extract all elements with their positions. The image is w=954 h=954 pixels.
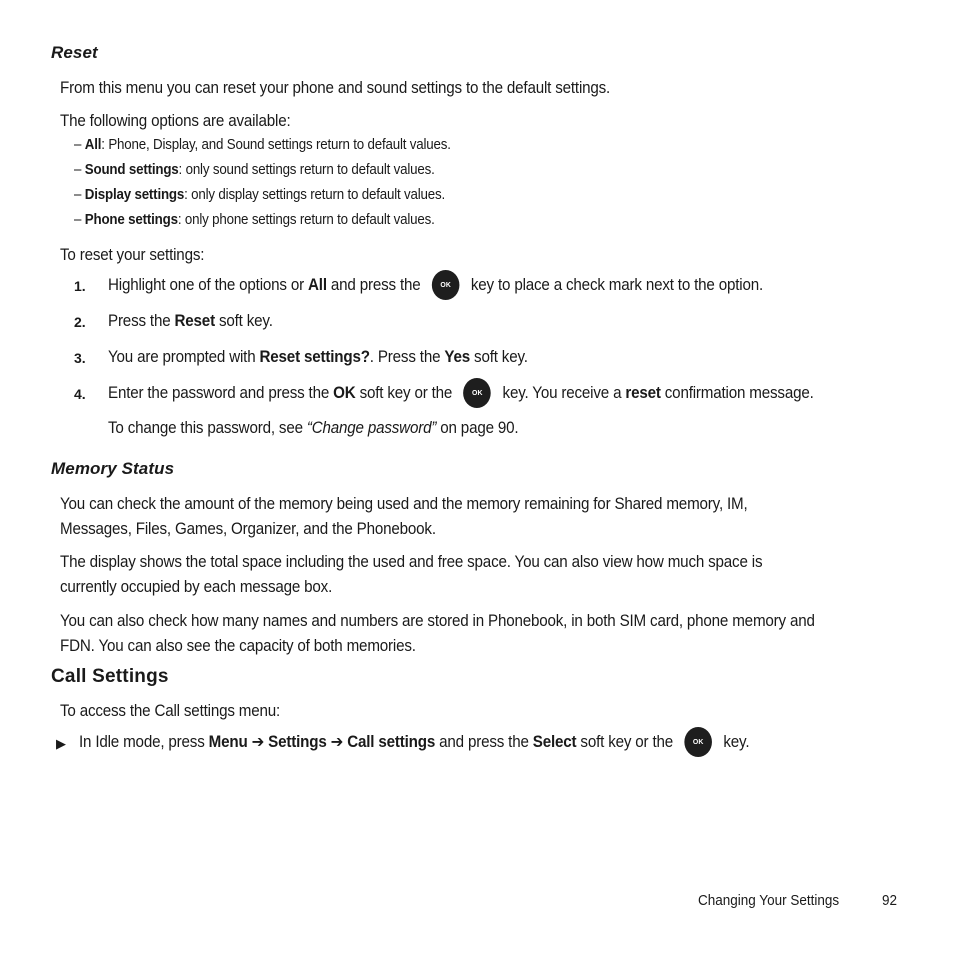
call-settings-heading: Call Settings — [51, 666, 169, 687]
step-4: Enter the password and press the OK soft key or the OK key. You receive a reset confirmation message. — [108, 384, 814, 403]
ok-key-icon: OK — [432, 270, 460, 300]
reset-option-phone: – Phone settings: only phone settings return to default values. — [74, 212, 435, 228]
password-note: To change this password, see “Change password” on page 90. — [108, 419, 519, 437]
step-number: 1. — [74, 278, 86, 294]
call-settings-intro: To access the Call settings menu: — [60, 702, 281, 720]
call-settings-step: In Idle mode, press Menu ➔ Settings ➔ Call settings and press the Select soft key or the OK key. — [79, 732, 749, 752]
bullet-arrow-icon: ▶ — [56, 736, 66, 751]
memory-paragraph: You can check the amount of the memory being used and the memory remaining for Shared memory, IM, — [60, 495, 748, 513]
reset-option-display: – Display settings: only display settings return to default values. — [74, 187, 446, 203]
reset-steps-intro: To reset your settings: — [60, 246, 205, 264]
change-password-link[interactable]: “Change password” — [306, 419, 437, 437]
memory-heading: Memory Status — [51, 459, 175, 478]
reset-heading: Reset — [51, 43, 98, 62]
footer-section-title: Changing Your Settings — [698, 892, 840, 909]
ok-key-icon: OK — [464, 378, 492, 408]
reset-option-sound: – Sound settings: only sound settings return to default values. — [74, 162, 435, 178]
ok-key-icon: OK — [684, 727, 712, 757]
step-3: You are prompted with Reset settings?. Press the Yes soft key. — [108, 348, 528, 366]
arrow-icon: ➔ — [330, 733, 344, 751]
reset-intro: From this menu you can reset your phone and sound settings to the default settings. — [60, 79, 611, 97]
page-number: 92 — [882, 892, 898, 909]
reset-option-all: – All: Phone, Display, and Sound settings return to default values. — [74, 137, 451, 153]
step-number: 3. — [74, 350, 86, 366]
step-1: Highlight one of the options or All and press the OK key to place a check mark next to the option. — [108, 276, 763, 295]
memory-paragraph: FDN. You can also see the capacity of both memories. — [60, 637, 416, 655]
memory-paragraph: The display shows the total space including the used and free space. You can also view how much space is — [60, 553, 763, 571]
step-number: 4. — [74, 386, 86, 402]
reset-options-intro: The following options are available: — [60, 112, 291, 130]
memory-paragraph: You can also check how many names and numbers are stored in Phonebook, in both SIM card, phone memory and — [60, 612, 815, 630]
arrow-icon: ➔ — [251, 733, 265, 751]
step-number: 2. — [74, 314, 86, 330]
memory-paragraph: currently occupied by each message box. — [60, 578, 333, 596]
step-2: Press the Reset soft key. — [108, 312, 273, 330]
memory-paragraph: Messages, Files, Games, Organizer, and the Phonebook. — [60, 520, 436, 538]
